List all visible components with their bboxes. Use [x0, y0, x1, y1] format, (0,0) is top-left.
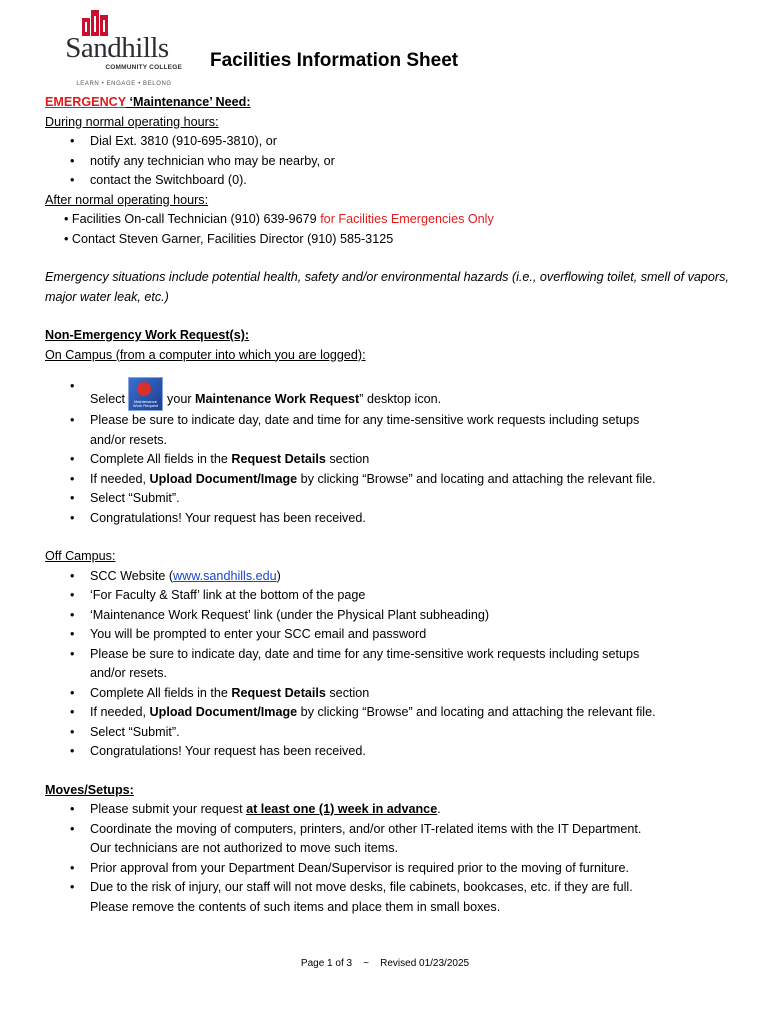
after-hours-item-oncall — [45, 210, 735, 230]
off-campus-label: Off Campus: — [45, 549, 116, 563]
off-campus-list — [45, 567, 735, 762]
list-item: • ‘Maintenance Work Request’ link (under the Physical Plant subheading) — [45, 606, 735, 626]
list-item: • Select “Submit”. — [45, 723, 735, 743]
list-item: • Coordinate the moving of computers, printers, and/or other IT-related items with the IT Department. Our technicians are not authorized to move such items. — [45, 820, 735, 859]
list-item: • Select Maintenance Work Request your Maintenance Work Request” desktop icon. — [45, 377, 735, 411]
on-campus-list — [45, 377, 735, 528]
list-item: • If needed, Upload Document/Image by clicking “Browse” and locating and attaching the relevant file. — [45, 703, 735, 723]
list-item: • Please submit your request at least one (1) week in advance. — [45, 800, 735, 820]
oncall-red-note: for Facilities Emergencies Only — [320, 212, 494, 226]
page-title: Facilities Information Sheet — [210, 50, 459, 71]
list-item: • Please be sure to indicate day, date and time for any time-sensitive work requests including setups and/or resets. — [45, 645, 735, 684]
moves-heading: Moves/Setups: — [45, 782, 134, 797]
list-item: • Please be sure to indicate day, date and time for any time-sensitive work requests including setups and/or resets. — [45, 411, 735, 450]
non-emergency-heading: Non-Emergency Work Request(s): — [45, 328, 250, 342]
college-logo — [52, 8, 182, 86]
list-item: • notify any technician who may be nearby, or — [45, 152, 735, 172]
list-item: • Complete All fields in the Request Details section — [45, 684, 735, 704]
logo-tagline: LEARN • ENGAGE • BELONG — [76, 81, 172, 87]
emergency-heading — [45, 93, 735, 113]
emergency-note: Emergency situations include potential health, safety and/or environmental hazards (i.e., overflowing toilet, smell of vapors, major water leak, etc.) — [45, 270, 729, 304]
list-item: • If needed, Upload Document/Image by clicking “Browse” and locating and attaching the relevant file. — [45, 470, 735, 490]
list-item: • ‘For Faculty & Staff’ link at the bottom of the page — [45, 586, 735, 606]
maintenance-desktop-icon: Maintenance Work Request — [128, 377, 163, 411]
logo-name: Sandhills — [65, 32, 169, 64]
after-hours-item-director: • Contact Steven Garner, Facilities Director (910) 585-3125 — [64, 231, 394, 246]
oncall-text: • Facilities On-call Technician (910) 639-9679 — [64, 212, 321, 226]
list-item: • Congratulations! Your request has been received. — [45, 742, 735, 762]
list-item: • Prior approval from your Department Dean/Supervisor is required prior to the moving of furniture. — [45, 859, 735, 879]
list-item: • Dial Ext. 3810 (910-695-3810), or — [45, 132, 735, 152]
logo-subtitle: COMMUNITY COLLEGE — [105, 64, 182, 71]
page-footer: Page 1 of 3 ~ Revised 01/23/2025 — [300, 958, 470, 969]
emergency-heading-red: EMERGENCY — [45, 95, 126, 109]
emergency-heading-rest: ‘Maintenance’ Need: — [125, 95, 251, 109]
document-body — [45, 93, 735, 917]
after-hours-label: After normal operating hours: — [45, 192, 209, 207]
list-item: • Congratulations! Your request has been received. — [45, 509, 735, 529]
moves-list — [45, 800, 735, 917]
list-item: • SCC Website (www.sandhills.edu) — [45, 567, 735, 587]
list-item: • You will be prompted to enter your SCC email and password — [45, 625, 735, 645]
normal-hours-label: During normal operating hours: — [45, 114, 219, 129]
normal-hours-list — [45, 132, 735, 191]
list-item: • Complete All fields in the Request Details section — [45, 450, 735, 470]
list-item: • Due to the risk of injury, our staff will not move desks, file cabinets, bookcases, etc. if they are full. Please remove the contents of such items and place them in small boxes. — [45, 878, 735, 917]
list-item: • contact the Switchboard (0). — [45, 171, 735, 191]
website-link[interactable]: www.sandhills.edu — [173, 568, 277, 583]
list-item: • Select “Submit”. — [45, 489, 735, 509]
on-campus-label: On Campus (from a computer into which you are logged): — [45, 347, 366, 362]
